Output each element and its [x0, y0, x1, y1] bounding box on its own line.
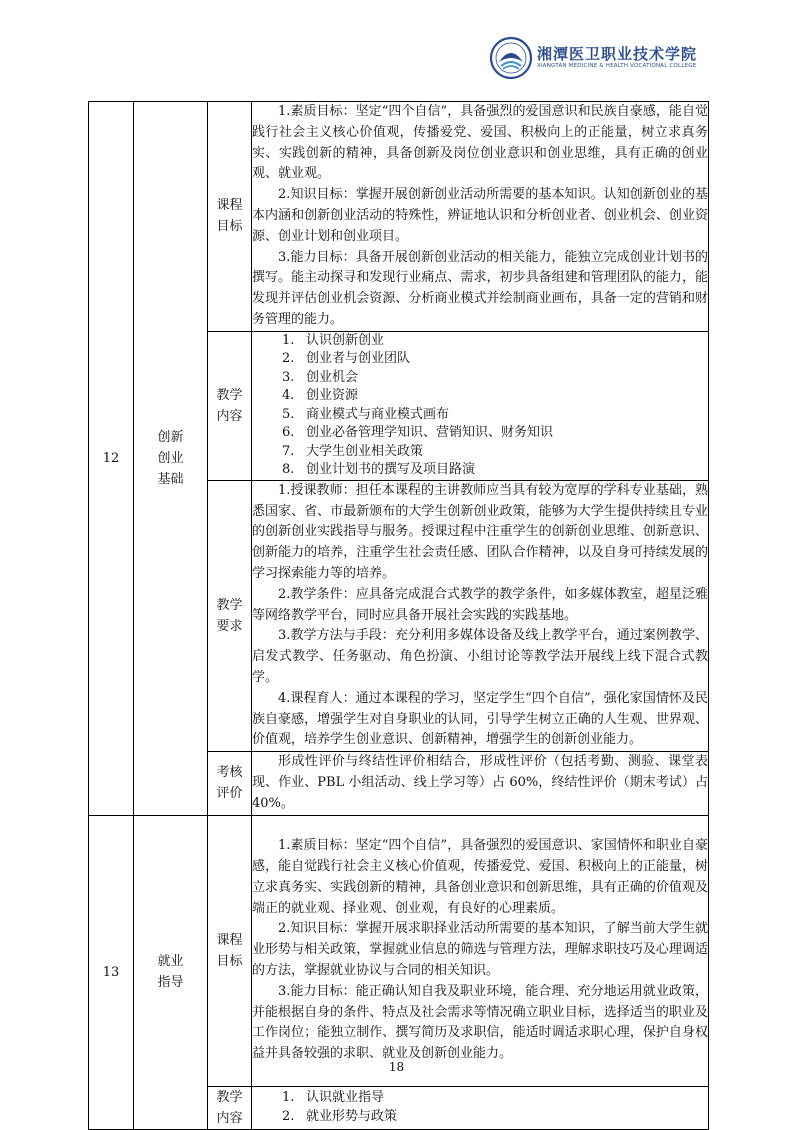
list-item: 8. 创业计划书的撰写及项目路演	[282, 462, 476, 478]
list-item: 1. 认识就业指导	[282, 1090, 385, 1106]
college-emblem-icon	[489, 36, 533, 80]
page-number: 18	[388, 1060, 405, 1074]
objectives-text	[252, 102, 709, 332]
list-item: 1. 认识创新创业	[282, 332, 385, 348]
list-item: 2. 创业者与创业团队	[282, 351, 411, 367]
table-row	[89, 815, 709, 1086]
school-name-cn: 湘潭医卫职业技术学院	[536, 45, 697, 63]
section-label-objectives: 课程 目标	[208, 815, 252, 1086]
table-row	[89, 102, 709, 332]
paragraph: 3.教学方法与手段：充分利用多媒体设备及线上教学平台，通过案例教学、启发式教学、任务驱动、角色扮演、小组讨论等教学法开展线上线下混合式教学。	[252, 628, 708, 685]
course-number: 12	[89, 102, 134, 816]
paragraph: 1.素质目标：坚定“四个自信”，具备强烈的爱国意识、家国情怀和职业自豪感，能自觉践行社会主义核心价值观，传播爱党、爱国、积极向上的正能量，树立求真务实、实践创新的精神，具备创业意识和创新思维，具有正确的价值观及端正的就业观、择业观、创业观，有良好的心理素质。	[252, 838, 708, 916]
paragraph: 2.知识目标：掌握开展创新创业活动所需要的基本知识。认知创新创业的基本内涵和创新创业活动的特殊性，辨证地认识和分析创业者、创业机会、创业资源、创业计划和创业项目。	[252, 187, 708, 244]
paragraph: 4.课程育人：通过本课程的学习，坚定学生“四个自信”，强化家国情怀及民族自豪感，增强学生对自身职业的认同，引导学生树立正确的人生观、世界观、价值观，培养学生创业意识、创新精神，增强学生的创新创业能力。	[252, 690, 708, 748]
paragraph: 3.能力目标：具备开展创新创业活动的相关能力，能独立完成创业计划书的撰写。能主动探寻和发现行业痛点、需求，初步具备组建和管理团队的能力，能发现并评估创业机会资源、分析商业模式并绘制商业画布，具备一定的营销和财务管理的能力。	[252, 249, 708, 327]
list-item: 6. 创业必备管理学知识、营销知识、财务知识	[282, 425, 554, 441]
paragraph: 2.知识目标：掌握开展求职择业活动所需要的基本知识，了解当前大学生就业形势与相关政策，掌握就业信息的筛选与管理方法，理解求职技巧及心理调适的方法，掌握就业协议与合同的相关知识。	[252, 921, 708, 978]
content-list	[252, 331, 709, 480]
list-item: 5. 商业模式与商业模式画布	[282, 406, 450, 422]
paragraph: 2.教学条件：应具备完成混合式教学的教学条件，如多媒体教室，超星泛雅等网络教学平台，同时应具备开展社会实践的实践基地。	[252, 586, 708, 623]
paragraph: 形成性评价与终结性评价相结合，形成性评价（包括考勤、测验、课堂表现、作业、PBL 小组活动、线上学习等）占 60%，终结性评价（期末考试）占 40%。	[252, 754, 708, 811]
list-item: 2. 就业形势与政策	[282, 1108, 398, 1124]
section-label-objectives: 课程 目标	[208, 102, 252, 332]
paragraph: 1.素质目标：坚定“四个自信”，具备强烈的爱国意识和民族自豪感，能自觉践行社会主义核心价值观，传播爱党、爱国、积极向上的正能量，树立求真务实、实践创新的精神，具备创新及岗位创业意识和创业思维，具有正确的创业观、就业观。	[252, 104, 708, 182]
list-item: 3. 创业机会	[282, 369, 359, 385]
list-item: 4. 创业资源	[282, 388, 359, 404]
page-header	[489, 36, 697, 80]
course-table	[88, 101, 709, 1130]
section-label-content: 教学 内容	[208, 331, 252, 480]
requirements-text	[252, 480, 709, 751]
course-name: 创新 创业 基础	[134, 102, 208, 816]
school-name-en: XIANGTAN MEDICINE & HEALTH VOCATIONAL COLLEGE	[536, 63, 697, 69]
paragraph: 3.能力目标：能正确认知自我及职业环境，能合理、充分地运用就业政策，并能根据自身的条件、特点及社会需求等情况确立职业目标，选择适当的职业及工作岗位；能独立制作、撰写简历及求职信，能适时调适求职心理，保护自身权益并具备较强的求职、就业及创新创业能力。	[252, 983, 708, 1062]
content-list	[252, 1086, 709, 1129]
list-item: 7. 大学生创业相关政策	[282, 443, 424, 459]
section-label-assessment: 考核 评价	[208, 752, 252, 815]
course-number: 13	[89, 815, 134, 1129]
paragraph: 1.授课教师：担任本课程的主讲教师应当具有较为宽厚的学科专业基础，熟悉国家、省、市最新颁布的大学生创新创业政策，能够为大学生提供持续且专业的创新创业实践指导与服务。授课过程中注重学生的创新创业思维、创新意识、创新能力的培养，注重学生社会责任感、团队合作精神，以及自身可持续发展的学习探索能力等的培养。	[252, 482, 708, 581]
objectives-text	[252, 815, 709, 1086]
assessment-text	[252, 752, 709, 815]
section-label-content: 教学 内容	[208, 1086, 252, 1129]
course-name: 就业 指导	[134, 815, 208, 1129]
section-label-requirements: 教学 要求	[208, 480, 252, 751]
